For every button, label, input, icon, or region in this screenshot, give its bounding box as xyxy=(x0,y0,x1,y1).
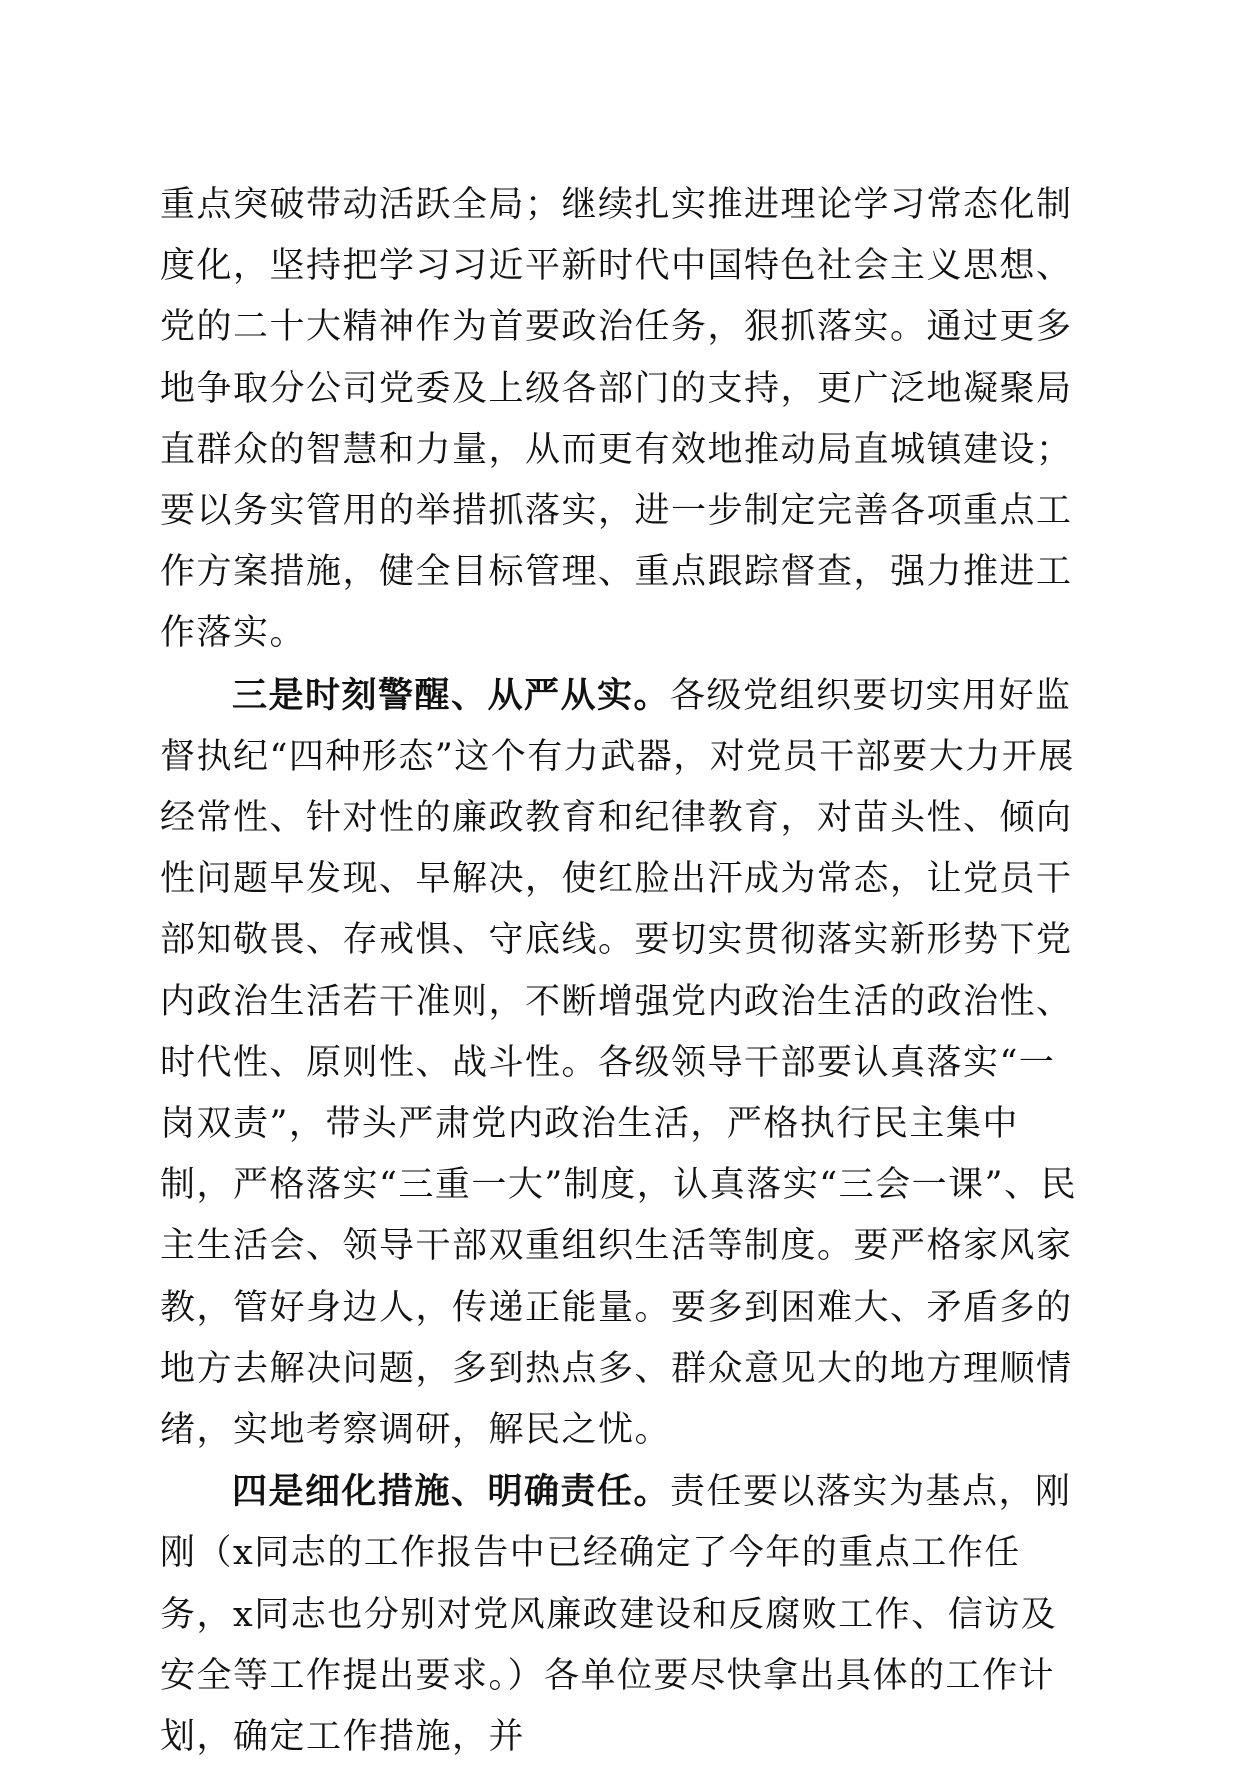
document-body xyxy=(160,175,1090,1768)
paragraph-lead-heading: 四是细化措施、明确责任。 xyxy=(232,1471,671,1513)
paragraph-point-four xyxy=(160,1461,1090,1768)
paragraph-text: 责任要以落实为基点，刚刚（x同志的工作报告中已经确定了今年的重点工作任务，x同志也分别对党风廉政建设和反腐败工作、信访及安全等工作提出要求。）各单位要尽快拿出具体的工作计划，确定工作措施，并 xyxy=(160,1472,1072,1758)
paragraph-lead-heading: 三是时刻警醒、从严从实。 xyxy=(232,674,671,716)
paragraph-text: 各级党组织要切实用好监督执纪“四种形态”这个有力武器，对党员干部要大力开展经常性、针对性的廉政教育和纪律教育，对苗头性、倾向性问题早发现、早解决，使红脸出汗成为常态，让党员干部知敬畏、存戒惧、守底线。要切实贯彻落实新形势下党内政治生活若干准则，不断增强党内政治生活的政治性、时代性、原则性、战斗性。各级领导干部要认真落实“一岗双责”，带头严肃党内政治生活，严格执行民主集中制，严格落实“三重一大”制度，认真落实“三会一课”、民主生活会、领导干部双重组织生活等制度。要严格家风家教，管好身边人，传递正能量。要多到困难大、矛盾多的地方去解决问题，多到热点多、群众意见大的地方理顺情绪，实地考察调研，解民之忧。 xyxy=(160,675,1078,1451)
paragraph-continuation xyxy=(160,175,1090,665)
paragraph-text: 重点突破带动活跃全局；继续扎实推进理论学习常态化制度化，坚持把学习习近平新时代中国特色社会主义思想、党的二十大精神作为首要政治任务，狠抓落实。通过更多地争取分公司党委及上级各部门的支持，更广泛地凝聚局直群众的智慧和力量，从而更有效地推动局直城镇建设；要以务实管用的举措抓落实，进一步制定完善各项重点工作方案措施，健全目标管理、重点跟踪督查，强力推进工作落实。 xyxy=(160,185,1073,654)
paragraph-point-three xyxy=(160,665,1090,1462)
